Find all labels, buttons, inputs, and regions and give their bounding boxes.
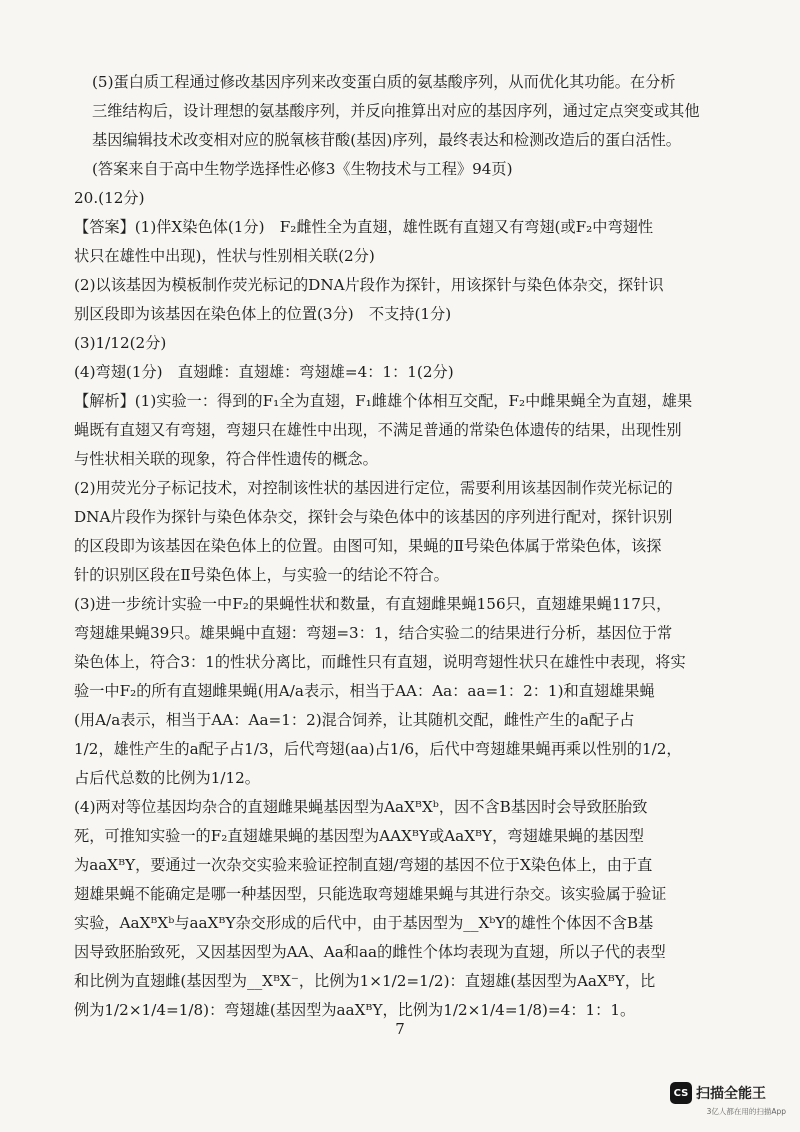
- text-line: 为aaXᴮY，要通过一次杂交实验来验证控制直翅/弯翅的基因不位于X染色体上，由于直: [74, 856, 653, 874]
- text-line: (答案来自于高中生物学选择性必修3《生物技术与工程》94页): [92, 160, 513, 178]
- text-line: 三维结构后，设计理想的氨基酸序列，并反向推算出对应的基因序列，通过定点突变或其他: [92, 102, 700, 120]
- text-line: 弯翅雄果蝇39只。雄果蝇中直翅：弯翅=3：1，结合实验二的结果进行分析，基因位于常: [74, 624, 673, 642]
- text-line: (用A/a表示，相当于AA：Aa=1：2)混合饲养，让其随机交配，雌性产生的a配子占: [74, 711, 635, 729]
- question-number: 20.(12分): [74, 189, 145, 207]
- text-line: 的区段即为该基因在染色体上的位置。由图可知，果蝇的Ⅱ号染色体属于常染色体，该探: [74, 537, 662, 555]
- text-line: 蝇既有直翅又有弯翅，弯翅只在雄性中出现，不满足普通的常染色体遗传的结果，出现性别: [74, 421, 682, 439]
- text-line: 占后代总数的比例为1/12。: [74, 769, 260, 787]
- scanner-watermark: [670, 1082, 786, 1117]
- text-line: 死，可推知实验一的F₂直翅雄果蝇的基因型为AAXᴮY或AaXᴮY，弯翅雄果蝇的基因型: [74, 827, 644, 845]
- text-line: 和比例为直翅雌(基因型为__XᴮX⁻，比例为1×1/2=1/2)：直翅雄(基因型为AaXᴮY，比: [74, 972, 656, 990]
- text-line: 因导致胚胎致死，又因基因型为AA、Aa和aa的雌性个体均表现为直翅，所以子代的表型: [74, 943, 666, 961]
- text-line: 翅雄果蝇不能确定是哪一种基因型，只能选取弯翅雄果蝇与其进行杂交。该实验属于验证: [74, 885, 667, 903]
- text-line: (2)以该基因为模板制作荧光标记的DNA片段作为探针，用该探针与染色体杂交，探针识: [74, 276, 664, 294]
- text-line: 针的识别区段在Ⅱ号染色体上，与实验一的结论不符合。: [74, 566, 449, 584]
- text-line: 状只在雄性中出现)，性状与性别相关联(2分): [74, 247, 375, 265]
- text-line: (2)用荧光分子标记技术，对控制该性状的基因进行定位，需要利用该基因制作荧光标记的: [74, 479, 673, 497]
- camscanner-logo-icon: CS: [670, 1082, 692, 1104]
- document-body: [74, 68, 724, 1025]
- text-line: DNA片段作为探针与染色体杂交，探针会与染色体中的该基因的序列进行配对，探针识别: [74, 508, 673, 526]
- text-line: 与性状相关联的现象，符合伴性遗传的概念。: [74, 450, 378, 468]
- text-line: 验一中F₂的所有直翅雌果蝇(用A/a表示，相当于AA：Aa：aa=1：2：1)和直翅雄果蝇: [74, 682, 655, 700]
- text-line: 染色体上，符合3：1的性状分离比，而雌性只有直翅，说明弯翅性状只在雄性中表现，将实: [74, 653, 686, 671]
- watermark-name: 扫描全能王: [696, 1086, 766, 1102]
- answer-line: 【答案】(1)伴X染色体(1分) F₂雌性全为直翅，雄性既有直翅又有弯翅(或F₂中弯翅性: [74, 218, 654, 236]
- text-line: (3)1/12(2分): [74, 334, 167, 352]
- text-line: (4)两对等位基因均杂合的直翅雌果蝇基因型为AaXᴮXᵇ，因不含B基因时会导致胚胎致: [74, 798, 648, 816]
- page-number: 7: [395, 1020, 405, 1038]
- text-line: 基因编辑技术改变相对应的脱氧核苷酸(基因)序列，最终表达和检测改造后的蛋白活性。: [92, 131, 681, 149]
- text-line: 实验，AaXᴮXᵇ与aaXᴮY杂交形成的后代中，由于基因型为__XᵇY的雄性个体因不含B基: [74, 914, 654, 932]
- text-line: (5)蛋白质工程通过修改基因序列来改变蛋白质的氨基酸序列，从而优化其功能。在分析: [92, 73, 676, 91]
- watermark-tagline: 3亿人都在用的扫描App: [706, 1107, 786, 1116]
- text-line: 别区段即为该基因在染色体上的位置(3分) 不支持(1分): [74, 305, 452, 323]
- text-line: (3)进一步统计实验一中F₂的果蝇性状和数量，有直翅雌果蝇156只，直翅雄果蝇117只，: [74, 595, 672, 613]
- text-line: 1/2，雄性产生的a配子占1/3，后代弯翅(aa)占1/6，后代中弯翅雄果蝇再乘以性别的1/2，: [74, 740, 682, 758]
- text-line: 例为1/2×1/4=1/8)：弯翅雄(基因型为aaXᴮY，比例为1/2×1/4=1/8)=4：1：1。: [74, 1001, 636, 1019]
- text-line: (4)弯翅(1分) 直翅雌：直翅雄：弯翅雄=4：1：1(2分): [74, 363, 454, 381]
- analysis-line: 【解析】(1)实验一：得到的F₁全为直翅，F₁雌雄个体相互交配，F₂中雌果蝇全为直翅，雄果: [74, 392, 693, 410]
